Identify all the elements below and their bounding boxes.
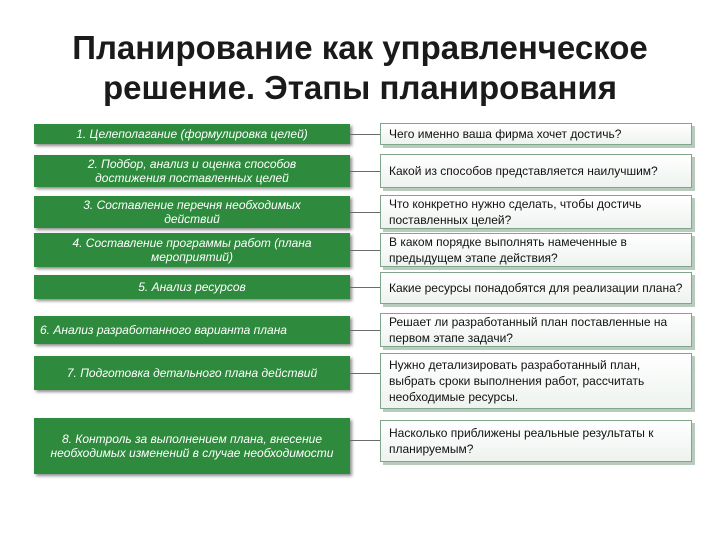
connector-line-5 [350,287,380,288]
connector-line-7 [350,373,380,374]
connector-line-6 [350,330,380,331]
stage-box-2: 2. Подбор, анализ и оценка способов достижения поставленных целей [34,155,350,187]
connector-line-4 [350,250,380,251]
connector-line-3 [350,212,380,213]
question-box-7: Нужно детализировать разработанный план, выбрать сроки выполнения работ, рассчитать необходимые ресурсы. [380,353,692,409]
stage-box-6: 6. Анализ разработанного варианта плана [34,316,350,344]
stage-box-7: 7. Подготовка детального плана действий [34,356,350,390]
stage-box-8: 8. Контроль за выполнением плана, внесение необходимых изменений в случае необходимости [34,418,350,474]
question-box-6: Решает ли разработанный план поставленные на первом этапе задачи? [380,313,692,347]
slide-title-line-1: Планирование как управленческое [72,29,648,66]
slide-title-line-2: решение. Этапы планирования [102,69,617,106]
stage-box-5: 5. Анализ ресурсов [34,275,350,299]
question-box-8: Насколько приближены реальные результаты к планируемым? [380,420,692,462]
stage-box-1: 1. Целеполагание (формулировка целей) [34,124,350,144]
question-box-5: Какие ресурсы понадобятся для реализации плана? [380,272,692,304]
connector-line-1 [350,134,380,135]
stage-box-4: 4. Составление программы работ (плана мероприятий) [34,233,350,267]
question-box-2: Какой из способов представляется наилучшим? [380,154,692,188]
question-box-1: Чего именно ваша фирма хочет достичь? [380,123,692,145]
connector-line-2 [350,171,380,172]
connector-line-8 [350,440,380,441]
slide-title [0,28,720,108]
question-box-3: Что конкретно нужно сделать, чтобы достичь поставленных целей? [380,195,692,229]
question-box-4: В каком порядке выполнять намеченные в предыдущем этапе действия? [380,233,692,267]
stage-box-3: 3. Составление перечня необходимых действий [34,196,350,228]
